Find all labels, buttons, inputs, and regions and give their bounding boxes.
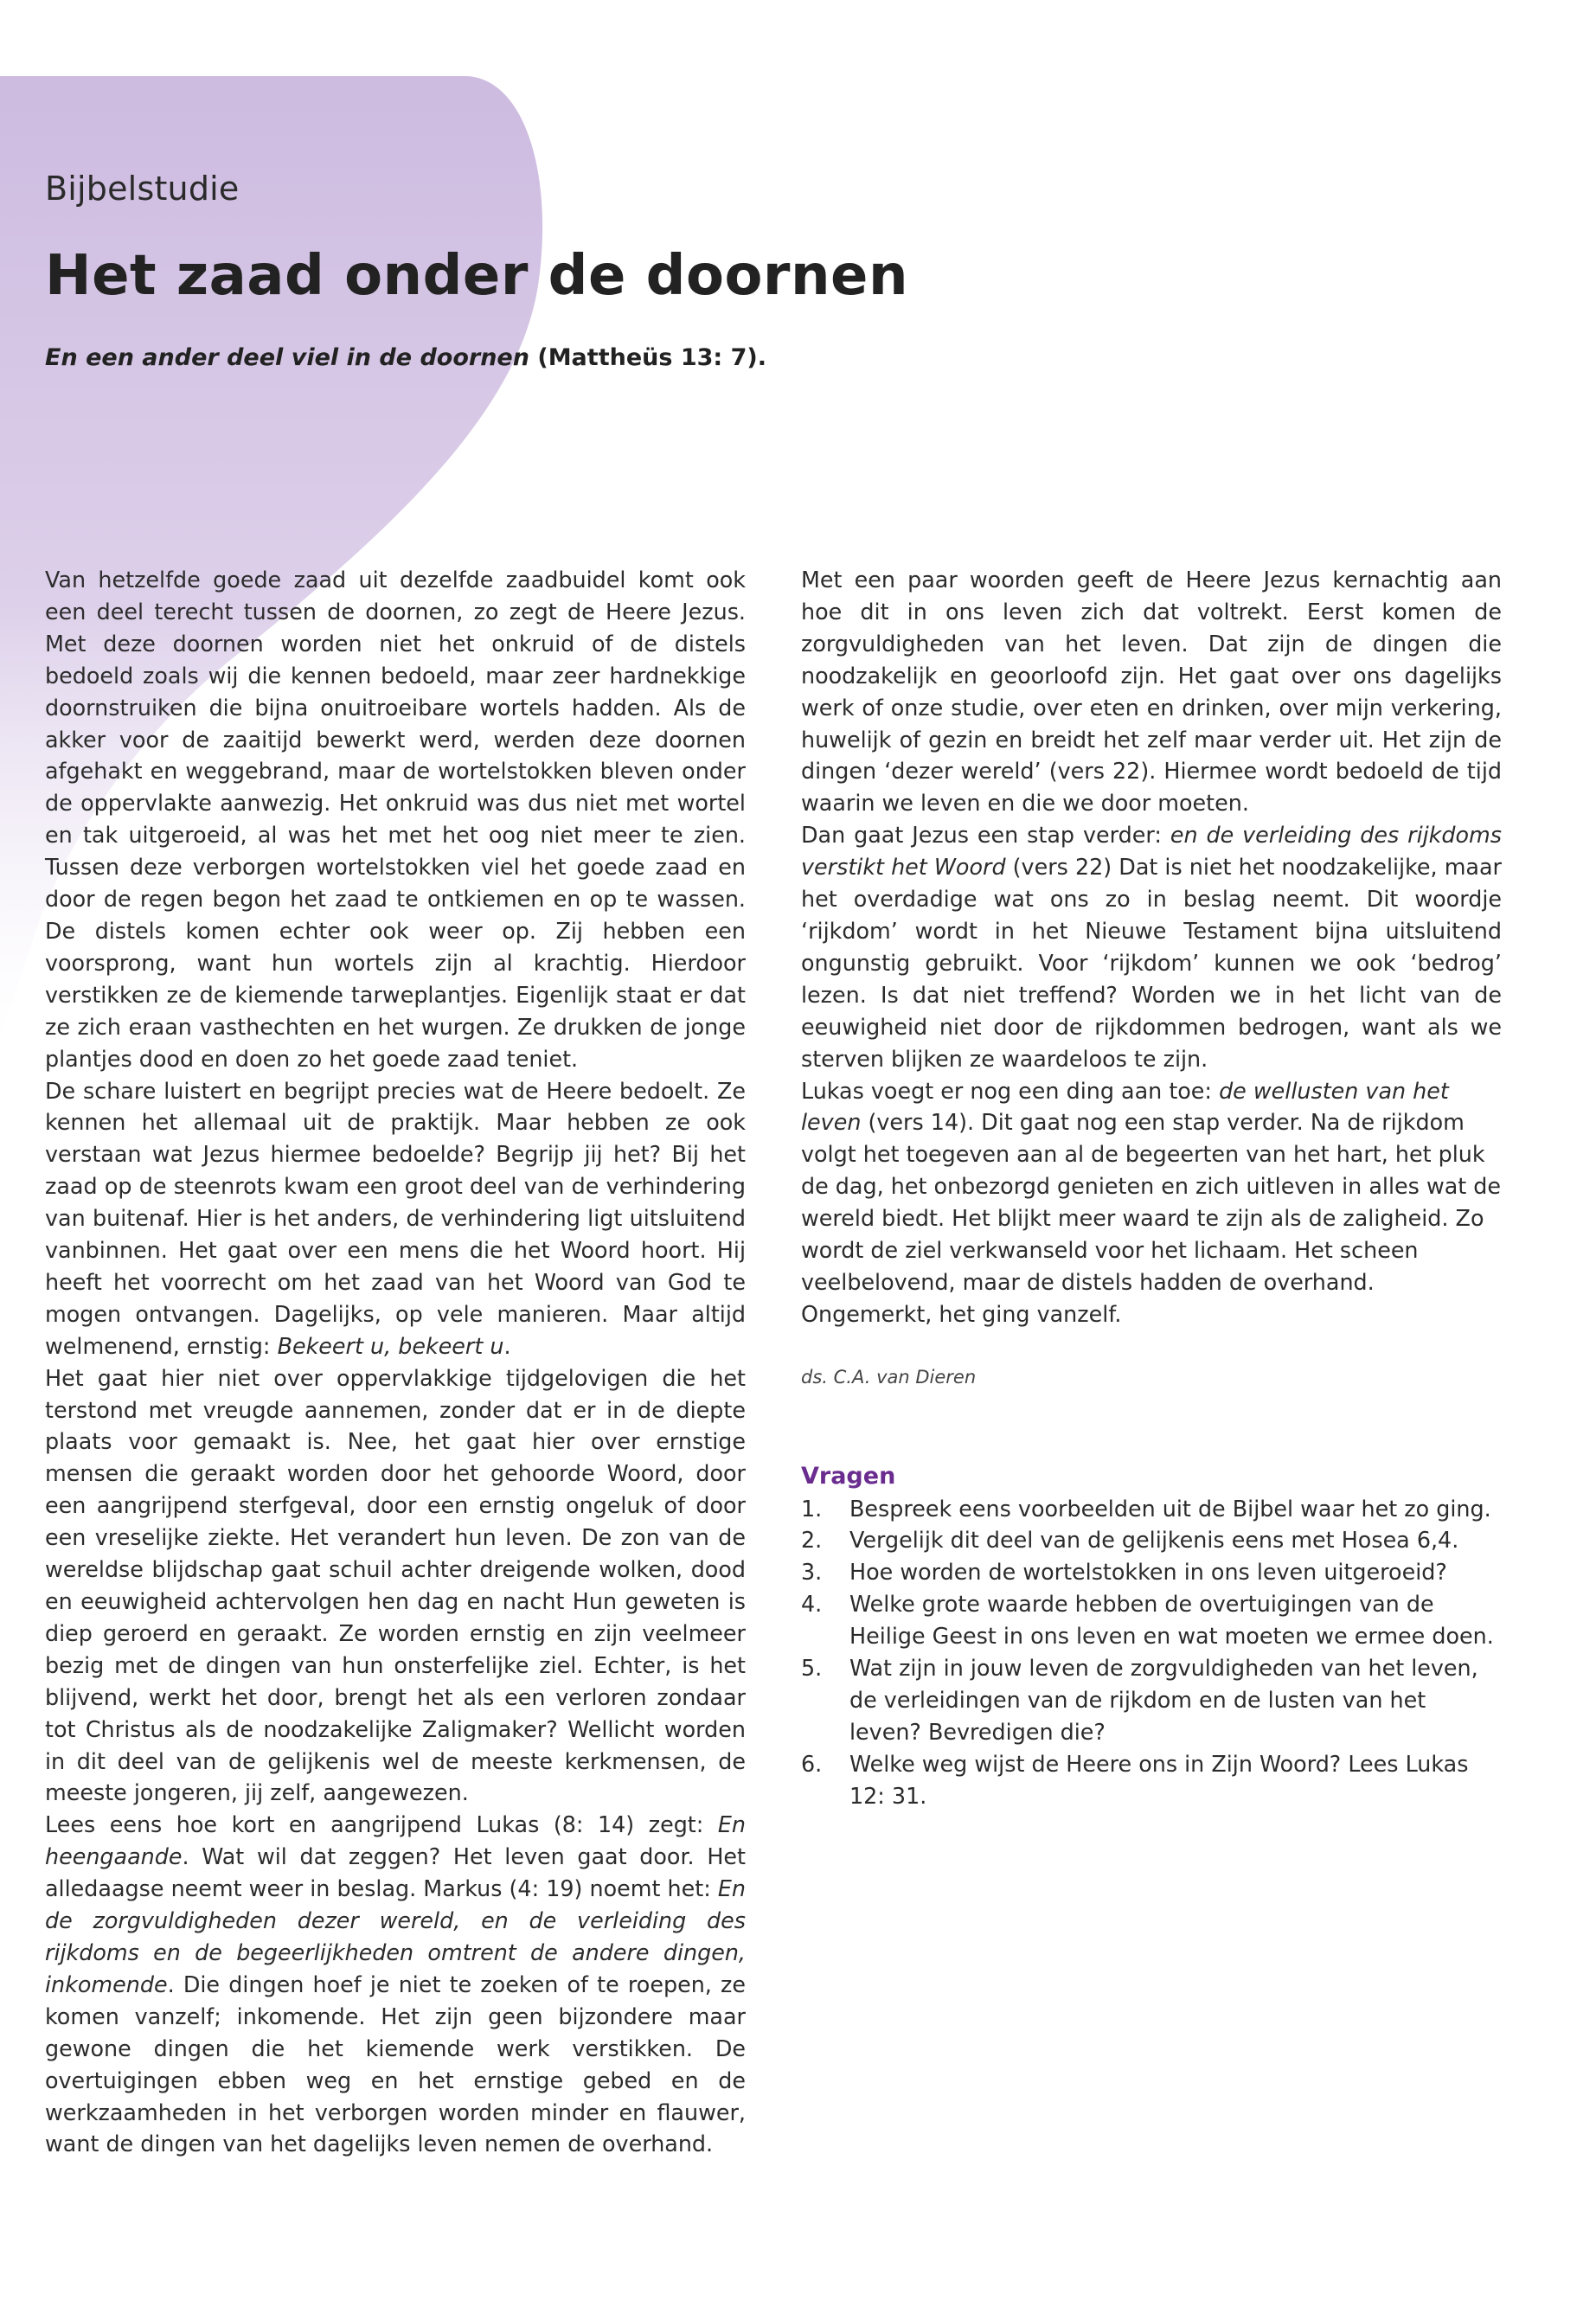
paragraph-6 — [801, 819, 1502, 1074]
questions-list — [801, 1493, 1502, 1812]
subtitle-quote: En een ander deel viel in de doornen — [45, 344, 529, 371]
question-text: Hoe worden de wortelstokken in ons leven uitgeroeid? — [849, 1559, 1447, 1586]
paragraph-2-emphasis: Bekeert u, bekeert u — [277, 1332, 504, 1359]
question-text: Vergelijk dit deel van de gelijkenis eens met Hosea 6,4. — [849, 1527, 1459, 1554]
question-item — [801, 1524, 1502, 1556]
section-label: Bijbelstudie — [45, 170, 240, 208]
paragraph-4-a: Lees eens hoe kort en aangrijpend Lukas (8: 14) zegt: — [45, 1811, 718, 1838]
paragraph-4-emphasis-1: En heengaande — [45, 1811, 746, 1870]
paragraph-4-c: . Die dingen hoef je niet te zoeken of te roepen, ze komen vanzelf; inkomende. Het zijn geen bijzondere maar gewone dingen die het kiemende werk verstikken. De overtuigingen ebben weg en het ernstige gebed en de werkzaamheden in het verborgen worden minder en flauwer, want de dingen van het dagelijks leven nemen de overhand. — [45, 1971, 746, 2157]
subtitle-reference: (Mattheüs 13: 7). — [529, 344, 766, 371]
paragraph-5: Met een paar woorden geeft de Heere Jezus kernachtig aan hoe dit in ons leven zich dat voltrekt. Eerst komen de zorgvuldigheden van het leven. Dat zijn de dingen die noodzakelijk en geoorloofd zijn. Het gaat over ons dagelijks werk of onze studie, over eten en drinken, over mijn verkering, huwelijk of gezin en breidt het zelf maar verder uit. Het zijn de dingen ‘dezer wereld’ (vers 22). Hiermee wordt bedoeld de tijd waarin we leven en die we door moeten. — [801, 567, 1502, 817]
paragraph-6-b: (vers 22) Dat is niet het noodzakelijke, maar het overdadige wat ons zo in beslag neemt. Dit woordje ‘rijkdom’ wordt in het Nieuwe Testament bijna uitsluitend ongunstig gebruikt. Voor ‘rijkdom’ kunnen we ook ‘bedrog’ lezen. Is dat niet treffend? Worden we in het licht van de eeuwigheid niet door de rijkdommen bedrogen, want als we sterven blijken ze waardeloos te zijn. — [801, 854, 1502, 1072]
paragraph-1: Van hetzelfde goede zaad uit dezelfde zaadbuidel komt ook een deel terecht tussen de doornen, zo zegt de Heere Jezus. Met deze doornen worden niet het onkruid of de distels bedoeld zoals wij die kennen bedoeld, maar zeer hardnekkige doornstruiken die bijna onuitroeibare wortels hadden. Als de akker voor de zaaitijd bewerkt werd, werden deze doornen afgehakt en weggebrand, maar de wortelstokken bleven onder de oppervlakte aanwezig. Het onkruid was dus niet met wortel en tak uitgeroeid, al was het met het oog niet meer te zien. Tussen deze verborgen wortelstokken viel het goede zaad en door de regen begon het zaad te ontkiemen en op te wassen. De distels komen echter ook weer op. Zij hebben een voorsprong, want hun wortels zijn al krachtig. Hierdoor verstikken ze de kiemende tarweplantjes. Eigenlijk staat er dat ze zich eraan vasthechten en het wurgen. Ze drukken de jonge plantjes dood en doen zo het goede zaad teniet. — [45, 567, 746, 1072]
questions-heading: Vragen — [801, 1462, 896, 1490]
paragraph-2-end: . — [503, 1332, 511, 1359]
question-text: Welke weg wijst de Heere ons in Zijn Woord? Lees Lukas 12: 31. — [849, 1750, 1469, 1809]
paragraph-2 — [45, 1075, 746, 1362]
paragraph-4 — [45, 1809, 746, 2160]
question-text: Welke grote waarde hebben de overtuigingen van de Heilige Geest in ons leven en wat moeten we ermee doen. — [849, 1591, 1494, 1650]
paragraph-3: Het gaat hier niet over oppervlakkige tijdgelovigen die het terstond met vreugde aannemen, zonder dat er in de diepte plaats voor gemaakt is. Nee, het gaat hier over ernstige mensen die geraakt worden door het gehoorde Woord, door een aangrijpend sterfgeval, door een ernstig ongeluk of door een vreselijke ziekte. Het verandert hun leven. De zon van de wereldse blijdschap gaat schuil achter dreigende wolken, dood en eeuwigheid achtervolgen hen dag en nacht Hun geweten is diep geroerd en geraakt. Ze worden ernstig en zijn veelmeer bezig met de dingen van hun onsterfelijke ziel. Echter, is het blijvend, werkt het door, brengt het als een verloren zondaar tot Christus als de noodzakelijke Zaligmaker? Wellicht worden in dit deel van de gelijkenis wel de meeste kerkmensen, de meeste jongeren, jij zelf, aangewezen. — [45, 1364, 746, 1806]
question-item — [801, 1748, 1502, 1812]
question-number: 1. — [801, 1495, 823, 1522]
question-item — [801, 1493, 1502, 1525]
question-item — [801, 1588, 1502, 1652]
question-number: 6. — [801, 1750, 823, 1777]
paragraph-6-a: Dan gaat Jezus een stap verder: — [801, 822, 1170, 849]
question-number: 3. — [801, 1559, 823, 1586]
question-number: 2. — [801, 1527, 823, 1554]
question-number: 4. — [801, 1591, 823, 1618]
paragraph-6-emphasis: en de verleiding des rijkdoms verstikt het Woord — [801, 822, 1503, 881]
article-subtitle — [45, 344, 766, 371]
paragraph-7-b: (vers 14). Dit gaat nog een stap verder. Na de rijkdom volgt het toegeven aan al de begeerten van het hart, het pluk de dag, het onbezorgd genieten en zich uitleven in alles wat de wereld biedt. Het blijkt meer waard te zijn als de zaligheid. Zo wordt de ziel verkwanseld voor het lichaam. Het scheen veelbelovend, maar de distels hadden de overhand. Ongemerkt, het ging vanzelf. — [801, 1109, 1502, 1327]
question-item — [801, 1556, 1502, 1588]
question-text: Bespreek eens voorbeelden uit de Bijbel waar het zo ging. — [849, 1495, 1491, 1522]
author-signature: ds. C.A. van Dieren — [801, 1366, 977, 1388]
question-text: Wat zijn in jouw leven de zorgvuldigheden van het leven, de verleidingen van de rijkdom en de lusten van het leven? Bevredigen die? — [849, 1655, 1478, 1745]
paragraph-7-a: Lukas voegt er nog een ding aan toe: — [801, 1077, 1220, 1104]
paragraph-4-emphasis-2: En de zorgvuldigheden dezer wereld, en de verleiding des rijkdoms en de begeerlijkheden omtrent de andere dingen, inkomende — [45, 1875, 746, 1997]
question-item — [801, 1652, 1502, 1748]
article-title: Het zaad onder de doornen — [45, 244, 908, 308]
question-number: 5. — [801, 1655, 823, 1682]
paragraph-7 — [801, 1075, 1502, 1330]
left-column — [45, 564, 746, 2160]
paragraph-7-emphasis: de wellusten van het leven — [801, 1077, 1449, 1136]
paragraph-4-b: . Wat wil dat zeggen? Het leven gaat door. Het alledaagse neemt weer in beslag. Markus (4: 19) noemt het: — [45, 1843, 746, 1902]
right-column — [801, 564, 1502, 1812]
paragraph-2-text: De schare luistert en begrijpt precies wat de Heere bedoelt. Ze kennen het allemaal uit de praktijk. Maar hebben ze ook verstaan wat Jezus hiermee bedoelde? Begrijp jij het? Bij het zaad op de steenrots kwam een groot deel van de verhindering van buitenaf. Hier is het anders, de verhindering ligt uitsluitend vanbinnen. Het gaat over een mens die het Woord hoort. Hij heeft het voorrecht om het zaad van het Woord van God te mogen ontvangen. Dagelijks, op vele manieren. Maar altijd welmenend, ernstig: — [45, 1077, 746, 1359]
